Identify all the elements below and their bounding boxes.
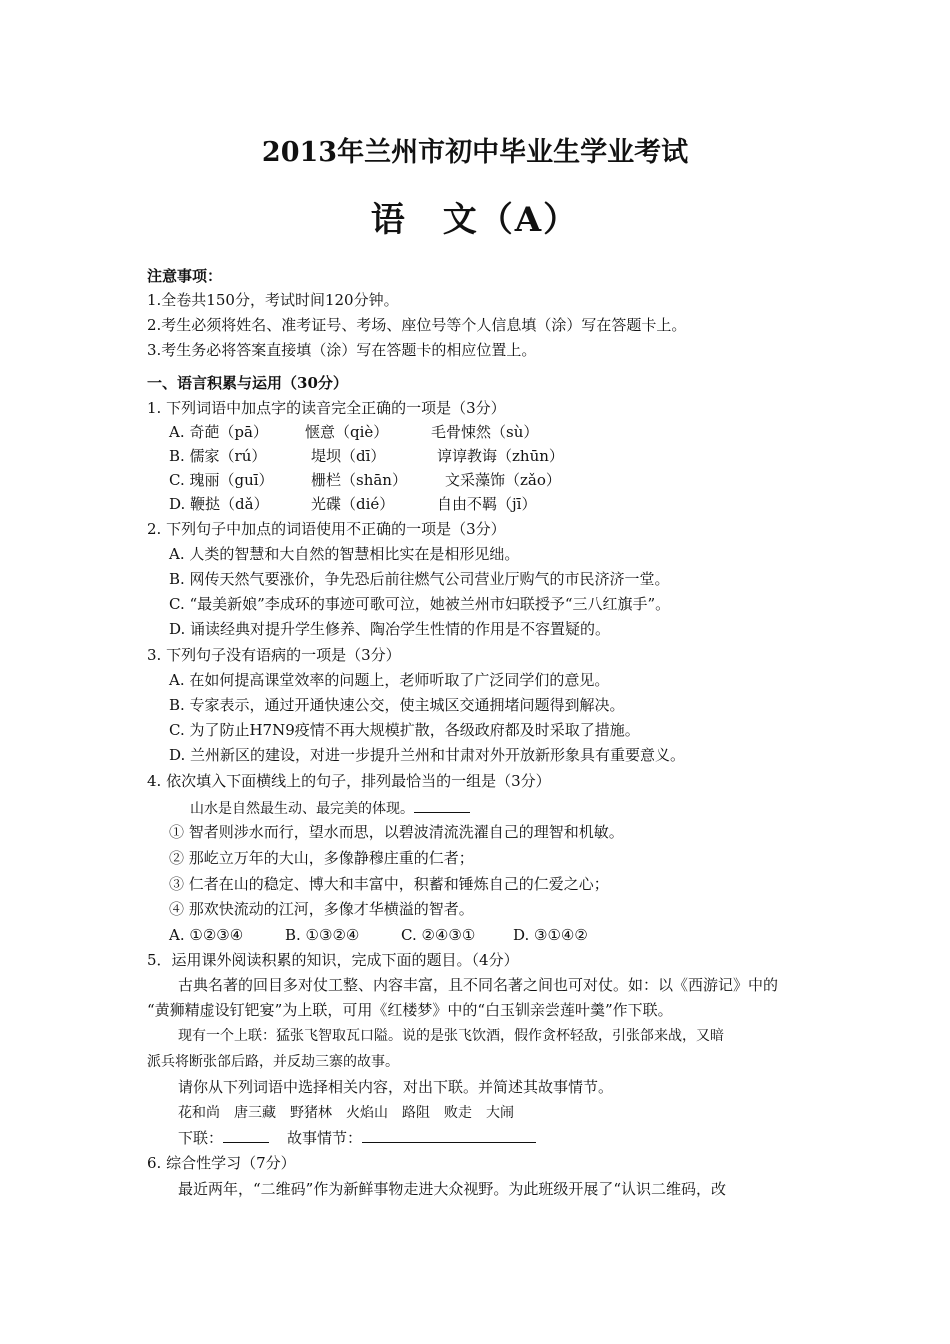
question-option (169, 470, 561, 490)
notice-item: 3.考生务必将答案直接填（涂）写在答题卡的相应位置上。 (147, 341, 537, 359)
question-sentence: ③ 仁者在山的稳定、博大和丰富中，积蓄和锤炼自己的仁爱之心； (169, 875, 609, 893)
paragraph-line: 最近两年，“二维码”作为新鲜事物走进大众视野。为此班级开展了“认识二维码，改 (178, 1180, 727, 1198)
option-part: 栅栏（shān） (311, 471, 407, 489)
lead-text: 山水是自然最生动、最完美的体现。 (190, 801, 414, 817)
question-sentence: ④ 那欢快流动的江河，多像才华横溢的智者。 (169, 900, 474, 918)
paragraph-line: “黄狮精虚设钉钯宴”为上联，可用《红楼梦》中的“白玉钏亲尝莲叶羹”作下联。 (147, 1001, 673, 1019)
option-part: D. ③①④② (513, 926, 588, 944)
option-part: 谆谆教诲（zhūn） (437, 447, 564, 465)
question-stem: 1. 下列词语中加点字的读音完全正确的一项是（3分） (147, 399, 506, 417)
option-part: B. 儒家（rú） (169, 447, 267, 465)
answer-blank[interactable] (223, 1128, 269, 1143)
question-option: B. 专家表示，通过开通快速公交，使主城区交通拥堵问题得到解决。 (169, 696, 625, 714)
exam-title: 2013年兰州市初中毕业生学业考试 (261, 137, 689, 168)
notice-heading: 注意事项： (147, 267, 223, 285)
option-part: 自由不羁（jī） (437, 495, 537, 513)
instruction-line: 请你从下列词语中选择相关内容，对出下联。并简述其故事情节。 (178, 1078, 614, 1096)
question-sentence: ① 智者则涉水而行，望水而思，以碧波清流洗濯自己的理智和机敏。 (169, 823, 624, 841)
question-option (169, 446, 564, 466)
question-option: A. 在如何提高课堂效率的问题上，老师听取了广泛同学们的意见。 (169, 671, 610, 689)
notice-item: 1.全卷共150分，考试时间120分钟。 (147, 291, 399, 309)
paragraph-line: 古典名著的回目多对仗工整、内容丰富，且不同名著之间也可对仗。如：以《西游记》中的 (178, 976, 779, 994)
option-part: B. ①③②④ (285, 926, 360, 944)
question-sentence: ② 那屹立万年的大山，多像静穆庄重的仁者； (169, 849, 474, 867)
option-part: C. 瑰丽（guī） (169, 471, 274, 489)
option-part: 惬意（qiè） (305, 423, 389, 441)
question-option: A. 人类的智慧和大自然的智慧相比实在是相形见绌。 (169, 545, 520, 563)
section-heading: 一、语言积累与运用（30分） (147, 374, 348, 392)
question-lead (190, 798, 470, 819)
exam-subject: 语 文（A） (370, 200, 580, 240)
answer-label: 下联： (178, 1129, 224, 1147)
question-option (169, 494, 536, 514)
paragraph-line: 现有一个上联：猛张飞智取瓦口隘。说的是张飞饮酒，假作贪杯轻敌，引张郃来战，又暗 (178, 1028, 724, 1044)
option-part: 堤坝（dī） (311, 447, 386, 465)
option-part: 毛骨悚然（sù） (431, 423, 539, 441)
question-option (169, 422, 538, 442)
question-stem: 4. 依次填入下面横线上的句子，排列最恰当的一组是（3分） (147, 772, 551, 790)
paragraph-line: 派兵将断张郃后路，并反劫三寨的故事。 (147, 1054, 399, 1070)
question-stem: 6. 综合性学习（7分） (147, 1154, 296, 1172)
option-part: A. 奇葩（pā） (169, 423, 268, 441)
question-stem: 5．运用课外阅读积累的知识，完成下面的题目。（4分） (147, 951, 519, 969)
story-label: 故事情节： (287, 1129, 363, 1147)
question-stem: 3. 下列句子没有语病的一项是（3分） (147, 646, 401, 664)
option-part: 光碟（dié） (311, 495, 395, 513)
story-blank[interactable] (362, 1128, 536, 1143)
question-option: D. 诵读经典对提升学生修养、陶冶学生性情的作用是不容置疑的。 (169, 620, 611, 638)
question-option (169, 925, 588, 945)
answer-blank (414, 798, 470, 813)
answer-line (178, 1128, 536, 1148)
word-list: 花和尚 唐三藏 野猪林 火焰山 路阻 败走 大闹 (178, 1105, 514, 1121)
option-part: 文采藻饰（zǎo） (445, 471, 561, 489)
question-option: D. 兰州新区的建设，对进一步提升兰州和甘肃对外开放新形象具有重要意义。 (169, 746, 686, 764)
option-part: C. ②④③① (401, 926, 476, 944)
option-part: A. ①②③④ (169, 926, 244, 944)
notice-item: 2.考生必须将姓名、准考证号、考场、座位号等个人信息填（涂）写在答题卡上。 (147, 316, 687, 334)
question-option: C. 为了防止H7N9疫情不再大规模扩散，各级政府都及时采取了措施。 (169, 721, 640, 739)
option-part: D. 鞭挞（dǎ） (169, 495, 269, 513)
question-option: C. “最美新娘”李成环的事迹可歌可泣，她被兰州市妇联授予“三八红旗手”。 (169, 595, 671, 613)
question-option: B. 网传天然气要涨价，争先恐后前往燃气公司营业厅购气的市民济济一堂。 (169, 570, 670, 588)
question-stem: 2. 下列句子中加点的词语使用不正确的一项是（3分） (147, 520, 506, 538)
